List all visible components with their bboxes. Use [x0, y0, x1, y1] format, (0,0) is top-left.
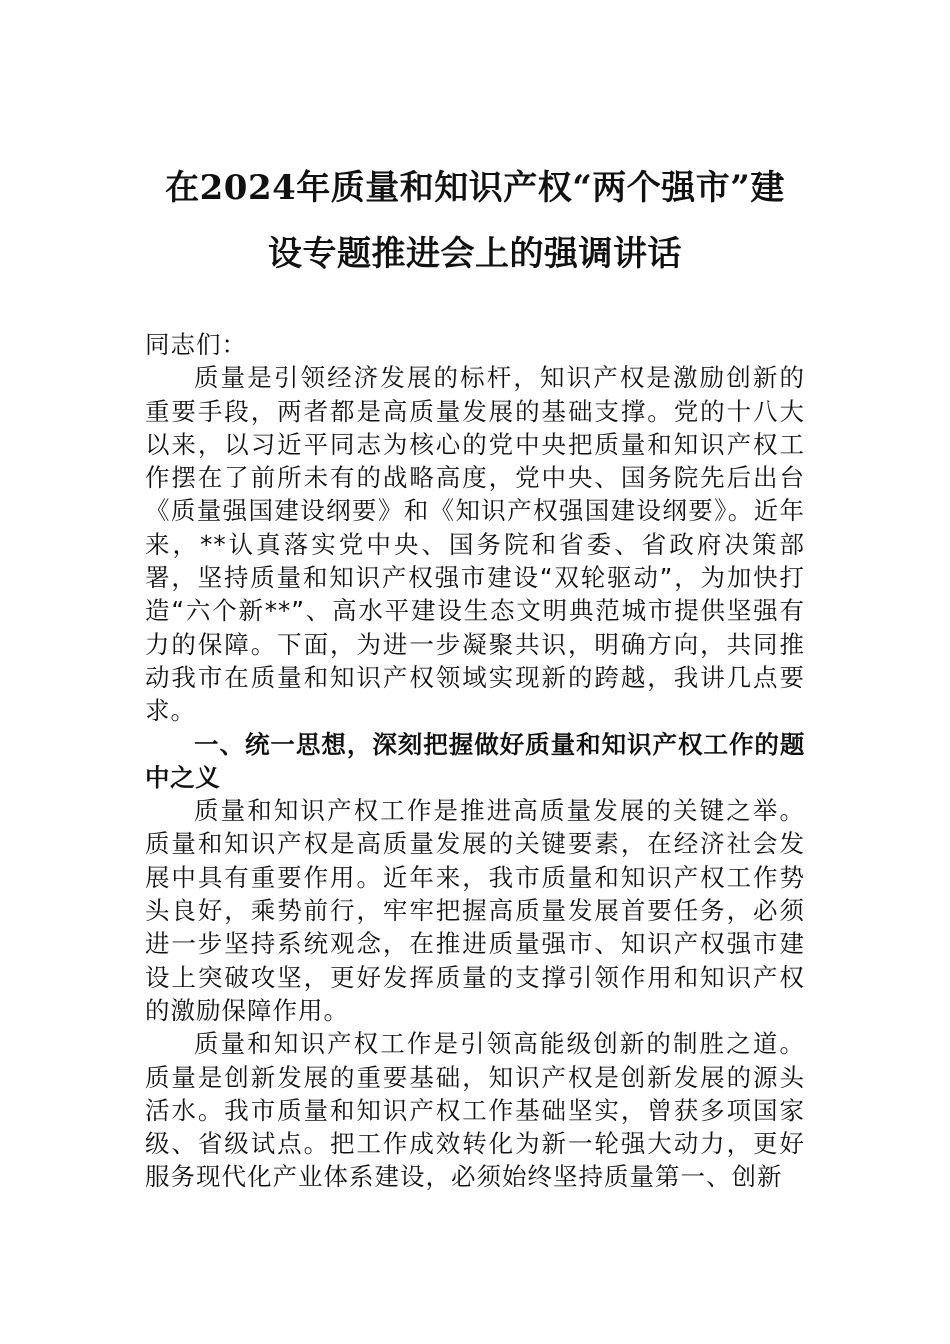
salutation: 同志们： — [145, 330, 247, 359]
document-body — [145, 328, 805, 1194]
title-line-2: 设专题推进会上的强调讲话 — [268, 234, 682, 274]
intro-paragraph: 质量是引领经济发展的标杆，知识产权是激励创新的重要手段，两者都是高质量发展的基础支撑。党的十八大以来，以习近平同志为核心的党中央把质量和知识产权工作摆在了前所未有的战略高度，党中央、国务院先后出台《质量强国建设纲要》和《知识产权强国建设纲要》。近年来，**认真落实党中央、国务院和省委、省政府决策部署，坚持质量和知识产权强市建设“双轮驱动”，为加快打造“六个新**”、高水平建设生态文明典范城市提供坚强有力的保障。下面，为进一步凝聚共识，明确方向，共同推动我市在质量和知识产权领域实现新的跨越，我讲几点要求。 — [145, 363, 805, 726]
document-title — [120, 155, 830, 287]
title-line-1: 在2024年质量和知识产权“两个强市”建 — [165, 168, 785, 208]
section-1-heading: 一、统一思想，深刻把握做好质量和知识产权工作的题中之义 — [145, 729, 805, 792]
section-1-paragraph-1: 质量和知识产权工作是推进高质量发展的关键之举。质量和知识产权是高质量发展的关键要素，在经济社会发展中具有重要作用。近年来，我市质量和知识产权工作势头良好，乘势前行，牢牢把握高质量发展首要任务，必须进一步坚持系统观念，在推进质量强市、知识产权强市建设上突破攻坚，更好发挥质量的支撑引领作用和知识产权的激励保障作用。 — [145, 796, 805, 1025]
section-1-paragraph-2: 质量和知识产权工作是引领高能级创新的制胜之道。质量是创新发展的重要基础，知识产权是创新发展的源头活水。我市质量和知识产权工作基础坚实，曾获多项国家级、省级试点。把工作成效转化为新一轮强大动力，更好服务现代化产业体系建设，必须始终坚持质量第一、创新 — [145, 1029, 805, 1192]
